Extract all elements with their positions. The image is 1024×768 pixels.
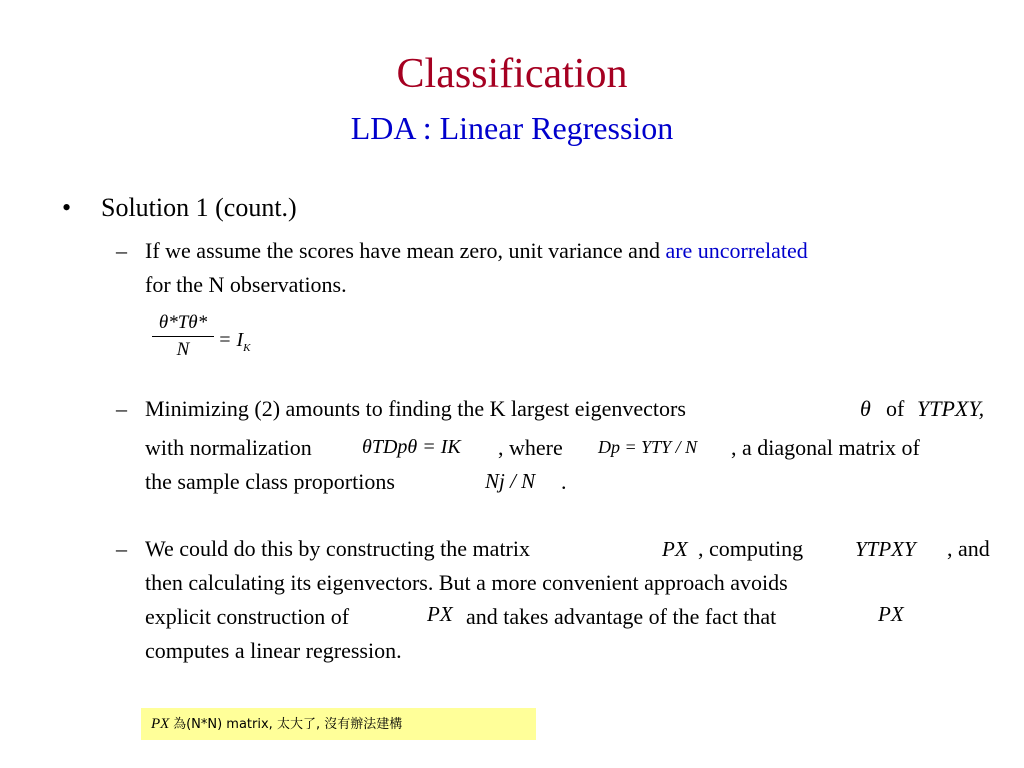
slide-title: Classification bbox=[396, 51, 628, 97]
bullet-solution-text: Solution 1 (count.) bbox=[101, 193, 297, 222]
dash-marker: – bbox=[116, 238, 127, 263]
item3-line2: then calculating its eigenvectors. But a more convenient approach avoids bbox=[145, 570, 788, 595]
item3-line4: computes a linear regression. bbox=[145, 638, 402, 663]
px-symbol: PX bbox=[427, 602, 453, 626]
fraction-bar bbox=[152, 336, 214, 337]
item3-line3-b: and takes advantage of the fact that bbox=[466, 604, 777, 629]
slide-subtitle: LDA : Linear Regression bbox=[350, 110, 674, 146]
item3-line3-a: explicit construction of bbox=[145, 604, 350, 629]
px-symbol: PX bbox=[662, 537, 688, 561]
item2-line3: the sample class proportions bbox=[145, 469, 395, 494]
equation-normalization bbox=[152, 312, 214, 361]
note-px-symbol: PX bbox=[151, 716, 170, 732]
bullet-marker: • bbox=[62, 193, 72, 222]
ytpxy-product: YTPXY bbox=[855, 537, 916, 561]
item3-line1: We could do this by constructing the matrix bbox=[145, 536, 530, 561]
fraction-numerator: θ*Tθ* bbox=[158, 312, 208, 333]
item1-line1 bbox=[145, 236, 808, 266]
px-symbol: PX bbox=[878, 602, 904, 626]
and-word: , and bbox=[947, 536, 990, 561]
uncorrelated-highlight: are uncorrelated bbox=[665, 238, 808, 263]
with-normalization: with normalization bbox=[145, 435, 312, 460]
dash-marker: – bbox=[116, 536, 127, 561]
normalization-equation: θTDpθ = IK bbox=[362, 436, 461, 458]
equation-rhs-sub: K bbox=[243, 342, 251, 354]
equation-rhs-text: = I bbox=[218, 329, 244, 351]
of-word: of bbox=[886, 396, 905, 421]
equation-rhs bbox=[218, 329, 251, 354]
item2-line2-end: , a diagonal matrix of bbox=[731, 435, 920, 460]
period: . bbox=[561, 469, 567, 494]
computing-word: , computing bbox=[698, 536, 804, 561]
item1-line2: for the N observations. bbox=[145, 272, 347, 297]
ytpxy-expression: YTPXY, bbox=[917, 396, 985, 421]
note-box bbox=[141, 708, 536, 740]
where-word: , where bbox=[498, 435, 563, 460]
nj-over-n: Nj / N bbox=[485, 469, 536, 493]
fraction-denominator: N bbox=[176, 339, 190, 360]
theta-symbol: θ bbox=[860, 396, 871, 421]
dp-equation: Dp = YTY / N bbox=[598, 437, 698, 457]
item2-line1: Minimizing (2) amounts to finding the K largest eigenvectors bbox=[145, 396, 686, 421]
note-text: 為(N*N) matrix, 太大了, 沒有辦法建構 bbox=[173, 717, 403, 732]
item1-line1-text: If we assume the scores have mean zero, unit variance and bbox=[145, 238, 666, 263]
dash-marker: – bbox=[116, 396, 127, 421]
